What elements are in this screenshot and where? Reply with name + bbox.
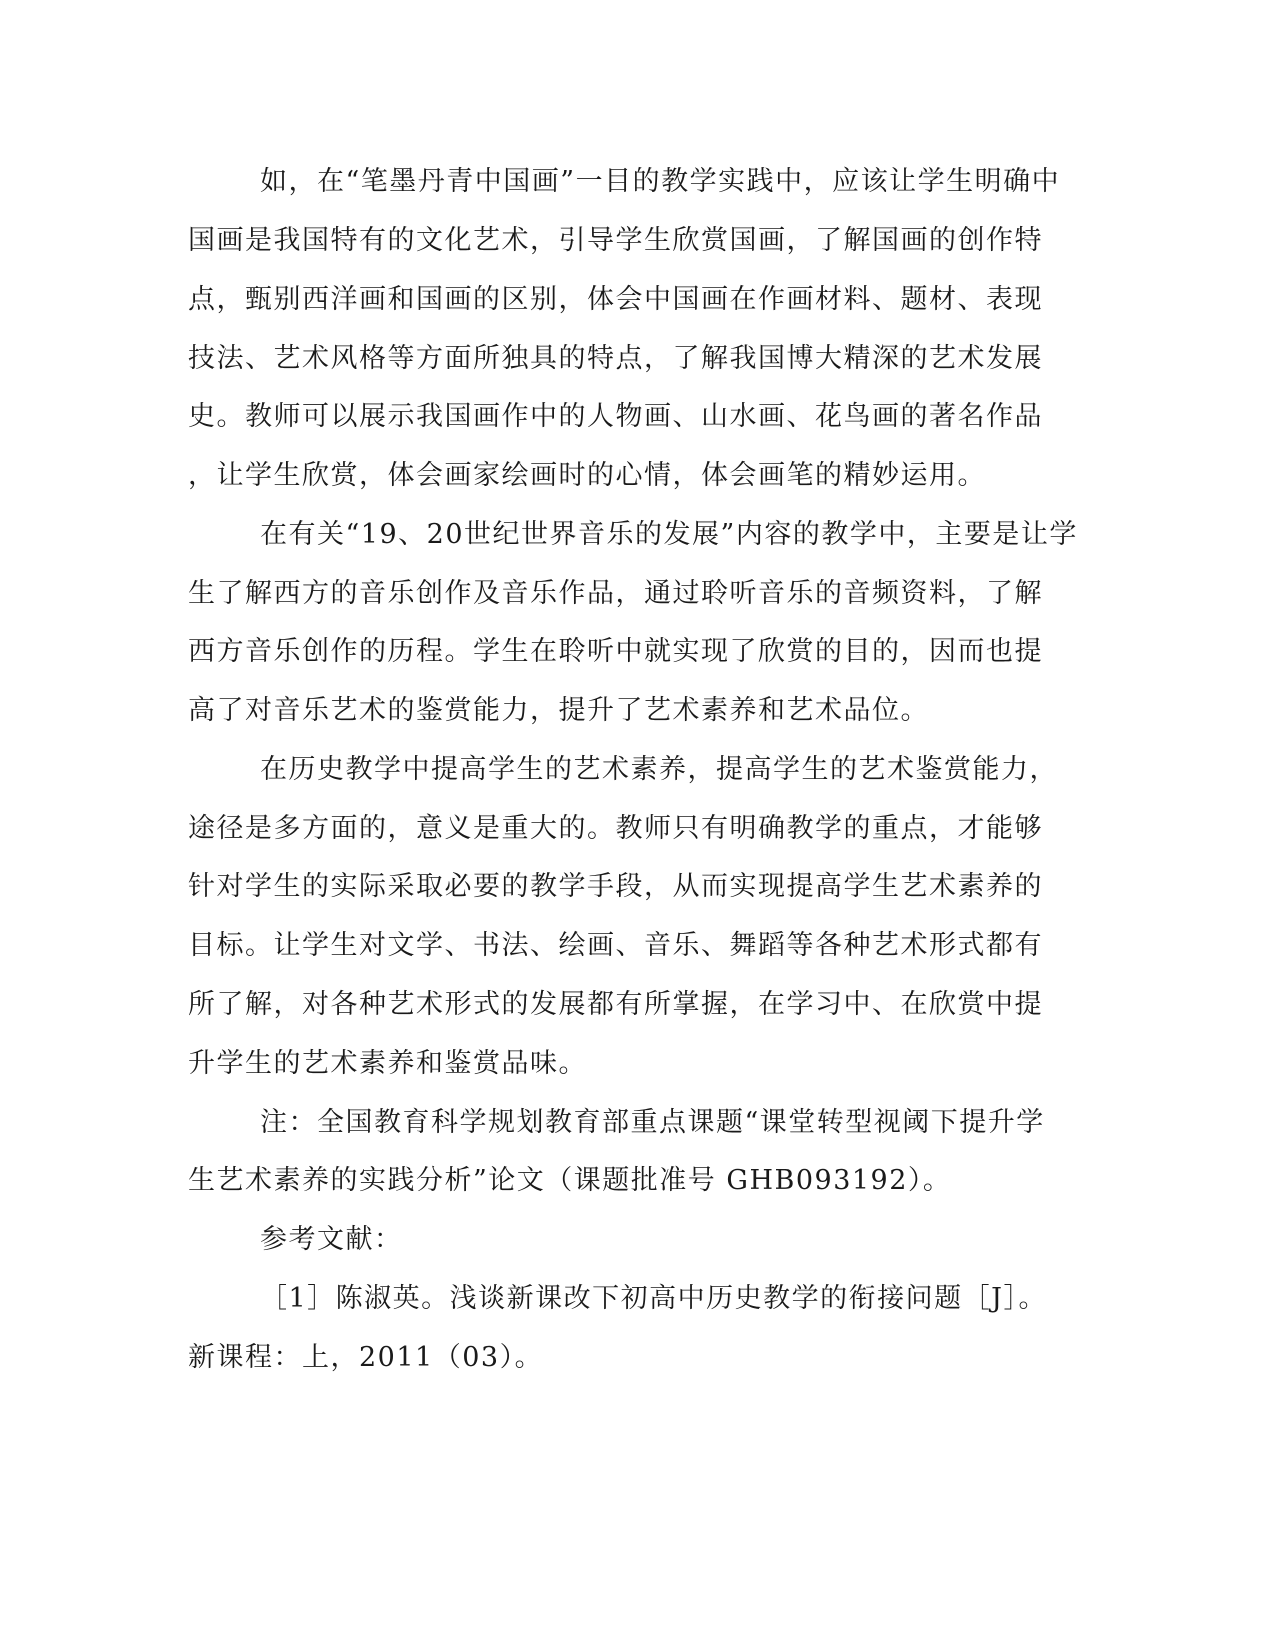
note-line-2: 生艺术素养的实践分析”论文（课题批准号 GHB093192）。 (188, 1165, 952, 1196)
paragraph-1-line-2: 国画是我国特有的文化艺术，引导学生欣赏国画，了解国画的创作特 (188, 225, 1043, 256)
reference-1-line-2: 新课程：上，2011（03）。 (188, 1342, 544, 1373)
reference-1-line-1: ［1］陈淑英。浅谈新课改下初高中历史教学的衔接问题［J］。 (260, 1283, 1048, 1314)
paragraph-3-line-3: 针对学生的实际采取必要的教学手段，从而实现提高学生艺术素养的 (188, 871, 1043, 902)
paragraph-2-line-3: 西方音乐创作的历程。学生在聆听中就实现了欣赏的目的，因而也提 (188, 636, 1043, 667)
paragraph-1-line-5: 史。教师可以展示我国画作中的人物画、山水画、花鸟画的著名作品 (188, 401, 1043, 432)
paragraph-3-line-1: 在历史教学中提高学生的艺术素养，提高学生的艺术鉴赏能力， (260, 754, 1058, 785)
paragraph-3-line-6: 升学生的艺术素养和鉴赏品味。 (188, 1048, 587, 1079)
paragraph-3-line-4: 目标。让学生对文学、书法、绘画、音乐、舞蹈等各种艺术形式都有 (188, 930, 1043, 961)
paragraph-1-line-4: 技法、艺术风格等方面所独具的特点，了解我国博大精深的艺术发展 (188, 343, 1043, 374)
paragraph-2-line-2: 生了解西方的音乐创作及音乐作品，通过聆听音乐的音频资料，了解 (188, 578, 1043, 609)
references-heading: 参考文献： (260, 1224, 403, 1255)
paragraph-1-line-6: ，让学生欣赏，体会画家绘画时的心情，体会画笔的精妙运用。 (188, 460, 986, 491)
paragraph-3-line-5: 所了解，对各种艺术形式的发展都有所掌握，在学习中、在欣赏中提 (188, 989, 1043, 1020)
paragraph-3-line-2: 途径是多方面的，意义是重大的。教师只有明确教学的重点，才能够 (188, 813, 1043, 844)
paragraph-2-line-4: 高了对音乐艺术的鉴赏能力，提升了艺术素养和艺术品位。 (188, 695, 929, 726)
paragraph-1-line-1: 如，在“笔墨丹青中国画”一目的教学实践中，应该让学生明确中 (260, 166, 1061, 197)
paragraph-2-line-1: 在有关“19、20世纪世界音乐的发展”内容的教学中，主要是让学 (260, 519, 1078, 550)
paragraph-1-line-3: 点，甄别西洋画和国画的区别，体会中国画在作画材料、题材、表现 (188, 284, 1043, 315)
note-line-1: 注：全国教育科学规划教育部重点课题“课堂转型视阈下提升学 (260, 1107, 1045, 1138)
